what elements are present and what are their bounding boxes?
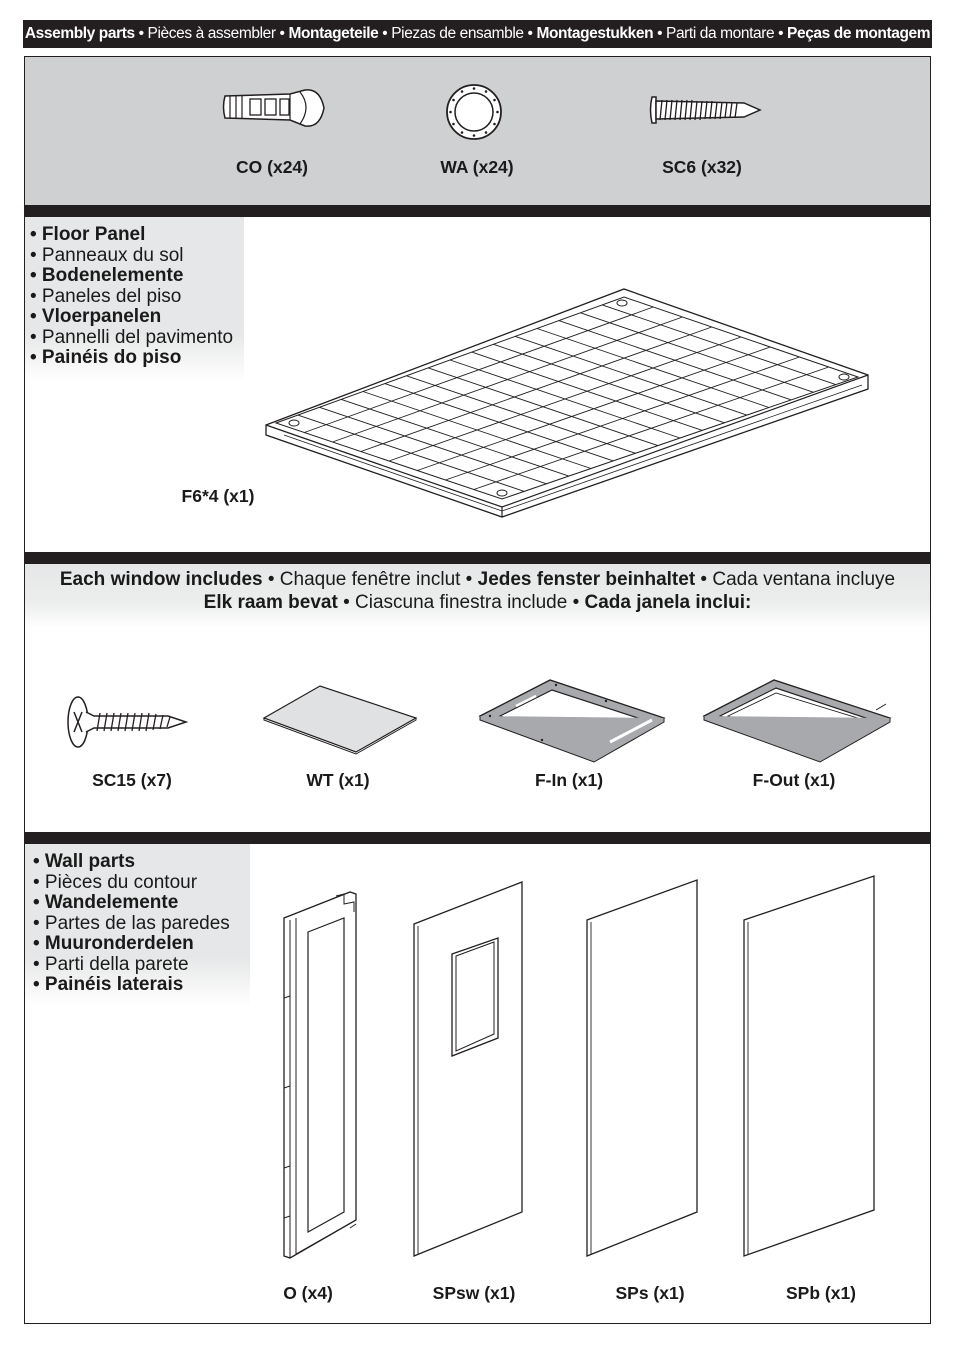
wall-name-box <box>25 844 250 1006</box>
spb-label: SPb (x1) <box>785 1283 857 1303</box>
bold-text: Assembly parts <box>24 25 135 42</box>
o-corner-post-drawing <box>280 888 364 1260</box>
o-label: O (x4) <box>283 1283 333 1303</box>
language-name-item: • Partes de las paredes <box>33 912 230 934</box>
wall-name-list <box>25 844 250 996</box>
bold-text: Cada janela inclui: <box>584 592 752 613</box>
text: • <box>774 25 788 42</box>
text: • <box>653 25 667 42</box>
spsw-label: SPsw (x1) <box>432 1283 516 1303</box>
wa-washer-drawing <box>444 84 504 140</box>
sps-label: SPs (x1) <box>615 1283 685 1303</box>
sc15-screw-drawing <box>64 694 190 750</box>
bold-text: Montagestukken <box>536 25 654 42</box>
bold-text: Elk raam bevat <box>203 592 338 613</box>
language-name-item: • Wandelemente <box>33 892 179 913</box>
spsw-panel-drawing <box>410 880 526 1258</box>
language-name-item: • Vloerpanelen <box>30 306 162 327</box>
text: • Chaque fenêtre inclut • <box>262 569 478 590</box>
f-out-label: F-Out (x1) <box>752 770 836 790</box>
language-name-item: • Painéis do piso <box>30 347 182 368</box>
language-name-item: • Wall parts <box>33 851 136 872</box>
wa-label: WA (x24) <box>440 157 514 177</box>
section-divider <box>25 832 930 844</box>
page-header <box>23 20 932 48</box>
text: • Cada ventana incluye <box>695 569 896 590</box>
f-in-frame-drawing <box>476 676 668 762</box>
floor-panel-label: F6*4 (x1) <box>181 486 255 506</box>
floor-name-box <box>25 217 244 382</box>
language-name-item: • Floor Panel <box>30 224 146 245</box>
co-anchor-drawing <box>220 82 330 132</box>
text: • <box>378 25 392 42</box>
language-name-item: • Pannelli del pavimento <box>30 326 234 348</box>
text: • <box>134 25 148 42</box>
wt-pane-drawing <box>260 682 420 756</box>
sc6-screw-drawing <box>648 93 764 127</box>
language-name-item: • Muuronderdelen <box>33 933 194 954</box>
floor-panel-drawing <box>262 285 874 521</box>
f-in-label: F-In (x1) <box>534 770 604 790</box>
bold-text: Montageteile <box>288 25 379 42</box>
language-name-item: • Parti della parete <box>33 953 189 975</box>
text: • Ciascuna finestra include • <box>337 592 585 613</box>
text: Piezas de ensamble <box>391 25 524 42</box>
window-includes-text <box>25 568 930 614</box>
text: Pièces à assembler <box>147 25 276 42</box>
sps-panel-drawing <box>583 878 701 1258</box>
text: • <box>523 25 537 42</box>
text: Parti da montare <box>666 25 775 42</box>
co-label: CO (x24) <box>236 157 308 177</box>
language-name-item: • Panneaux du sol <box>30 244 184 266</box>
wt-label: WT (x1) <box>306 770 370 790</box>
sc15-label: SC15 (x7) <box>92 770 172 790</box>
language-name-item: • Paneles del piso <box>30 285 182 307</box>
language-name-item: • Bodenelemente <box>30 265 184 286</box>
bold-text: Each window includes <box>59 569 263 590</box>
window-includes-line-1 <box>25 568 930 591</box>
bold-text: Jedes fenster beinhaltet <box>477 569 696 590</box>
language-name-item: • Painéis laterais <box>33 974 184 995</box>
text: • <box>275 25 289 42</box>
spb-panel-drawing <box>740 874 878 1258</box>
language-name-item: • Pièces du contour <box>33 871 198 893</box>
window-includes-line-2 <box>25 591 930 614</box>
bold-text: Peças de montagem <box>787 25 931 42</box>
f-out-frame-drawing <box>700 676 896 762</box>
floor-name-list <box>25 217 244 369</box>
sc6-label: SC6 (x32) <box>662 157 742 177</box>
section-divider <box>25 552 930 564</box>
section-divider <box>25 205 930 217</box>
